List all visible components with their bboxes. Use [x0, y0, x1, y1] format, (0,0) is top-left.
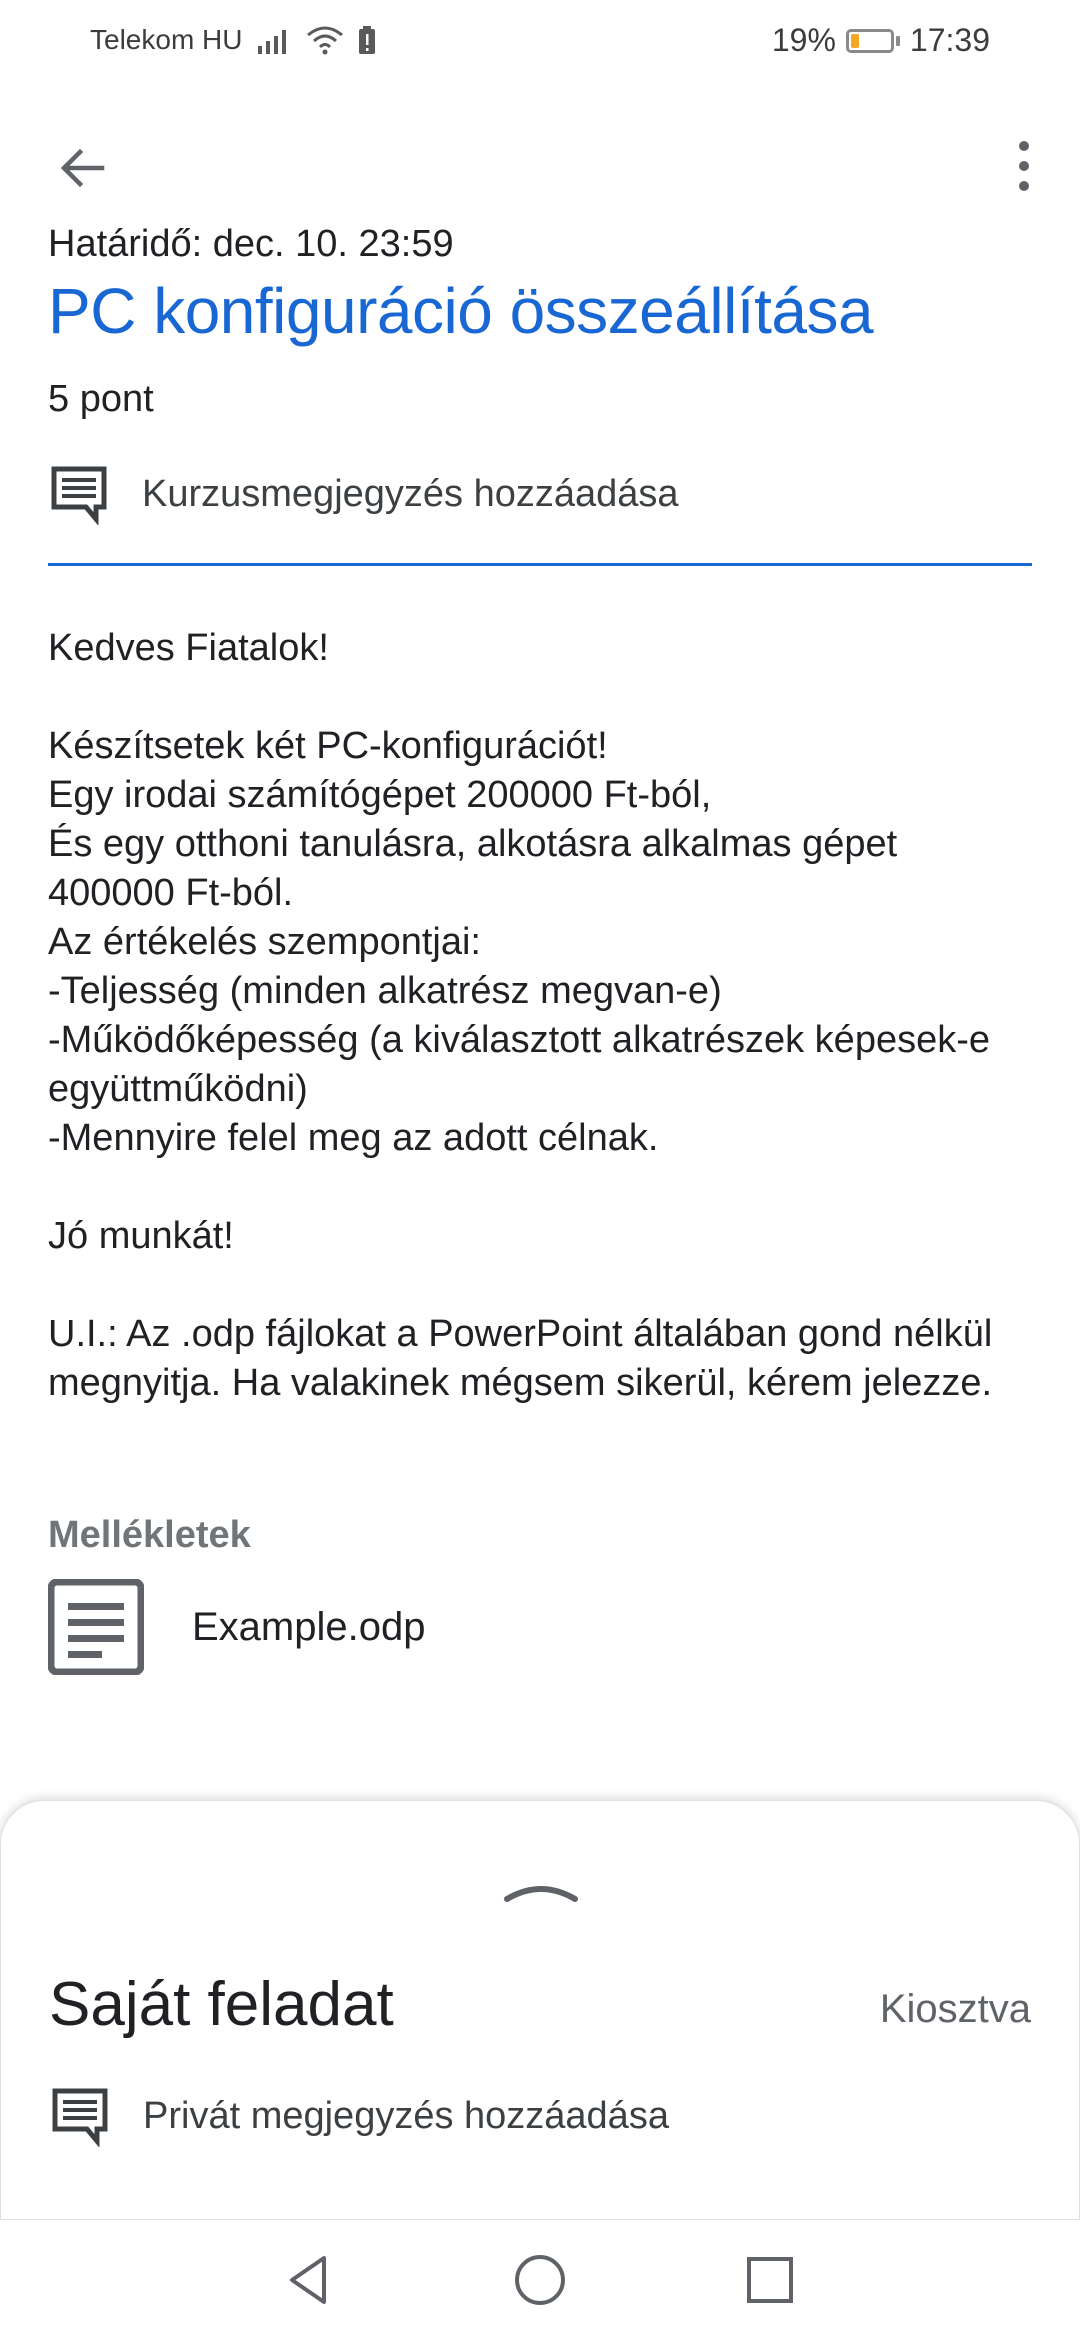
- your-work-title: Saját feladat: [49, 1970, 394, 2039]
- more-vert-icon[interactable]: [1004, 138, 1044, 194]
- attachment-name: Example.odp: [192, 1604, 426, 1649]
- description-line: Kedves Fiatalok!: [48, 627, 329, 669]
- description-line: [48, 1261, 1032, 1310]
- comment-icon: [48, 463, 110, 525]
- assignment-title: PC konfiguráció összeállítása: [48, 275, 874, 347]
- status-right: [772, 22, 990, 59]
- document-icon: [48, 1579, 144, 1675]
- description-line: -Mennyire felel meg az adott célnak.: [48, 1117, 659, 1159]
- battery-fill: [851, 34, 859, 48]
- description-line: Készítsetek két PC-konfigurációt!: [48, 725, 608, 767]
- description-line: Egy irodai számítógépet 200000 Ft-ból,: [48, 774, 712, 816]
- attachments-heading: Mellékletek: [48, 1514, 251, 1556]
- description-line: És egy otthoni tanulásra, alkotásra alkalmas gépet 400000 Ft-ból.: [48, 823, 898, 914]
- system-nav-bar: [0, 2220, 1080, 2340]
- signal-icon: [256, 26, 292, 54]
- description-line: -Teljesség (minden alkatrész megvan-e): [48, 970, 722, 1012]
- class-comment-label: Kurzusmegjegyzés hozzáadása: [142, 472, 679, 515]
- divider: [48, 563, 1032, 566]
- deadline-text: Határidő: dec. 10. 23:59: [48, 223, 454, 265]
- nav-home-icon[interactable]: [510, 2250, 570, 2310]
- description-line: U.I.: Az .odp fájlokat a PowerPoint általában gond nélkül megnyitja. Ha valakinek mégsem sikerül, kérem jelezze.: [48, 1313, 993, 1404]
- arrow-back-icon[interactable]: [54, 140, 110, 196]
- nav-back-icon[interactable]: [280, 2250, 340, 2310]
- description-line: [48, 1163, 1032, 1212]
- add-private-comment-button[interactable]: [49, 2081, 669, 2151]
- private-comment-icon: [49, 2085, 111, 2147]
- assignment-details: [48, 223, 1032, 1675]
- assignment-status: Kiosztva: [879, 1987, 1031, 2031]
- description-line: Jó munkát!: [48, 1215, 234, 1257]
- points-label: 5 pont: [48, 378, 154, 420]
- wifi-icon: [306, 25, 344, 55]
- add-class-comment-button[interactable]: [48, 459, 1032, 529]
- your-work-sheet[interactable]: [0, 1800, 1080, 2220]
- description-line: Az értékelés szempontjai:: [48, 921, 481, 963]
- chevron-up-icon[interactable]: [501, 1875, 581, 1905]
- nav-recents-icon[interactable]: [740, 2250, 800, 2310]
- status-bar: [0, 0, 1080, 84]
- private-comment-label: Privát megjegyzés hozzáadása: [143, 2094, 669, 2137]
- carrier-label: Telekom HU: [90, 24, 243, 55]
- battery-icon: [846, 29, 900, 53]
- attachment-item[interactable]: [48, 1579, 1032, 1675]
- description-line: -Működőképesség (a kiválasztott alkatrészek képesek-e együttműködni): [48, 1019, 991, 1110]
- app-bar: [0, 120, 1080, 210]
- status-left: [90, 24, 376, 56]
- battery-alert-icon: [358, 25, 376, 55]
- battery-percent: 19%: [771, 22, 836, 58]
- assignment-description: [48, 624, 1032, 1408]
- description-line: [48, 673, 1032, 722]
- clock: 17:39: [909, 22, 990, 58]
